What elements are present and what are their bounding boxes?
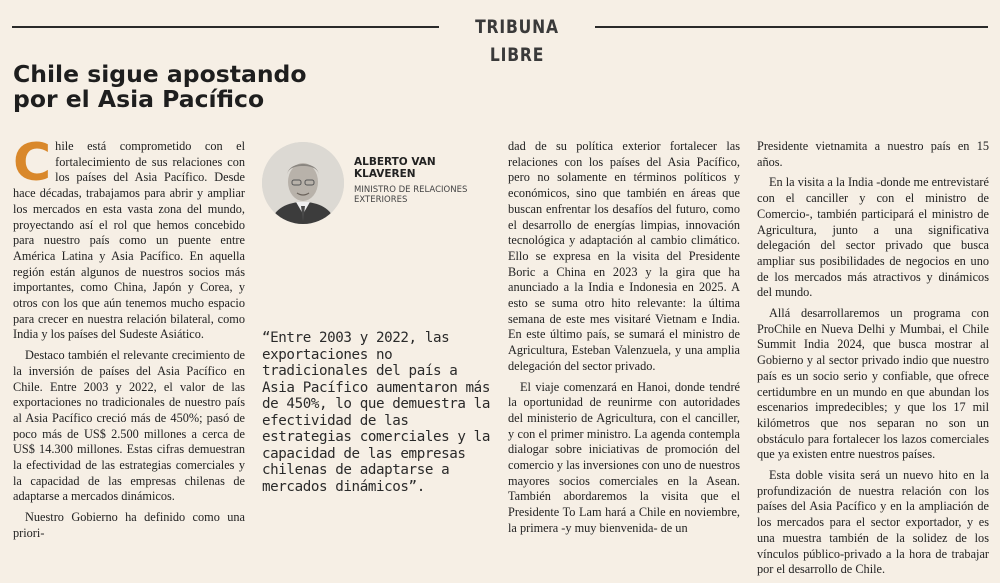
pull-quote: “Entre 2003 y 2022, las exportaciones no tradicionales del país a Asia Pacífico aumentaron más de 450%, lo que demuestra la efectividad de las estrategias comerciales y la capacidad de las empresas chilenas de adaptarse a mercados dinámicos”. bbox=[262, 330, 490, 495]
paragraph: dad de su política exterior fortalecer las relaciones con los países del Asia Pacífico, pero no solamente en términos políticos y económicos, sino que también en áreas que buscan enfrentar los desafíos del futuro, como el desarrollo de energías limpias, innovación tecnológica y adaptación al cambio climático. Ello se expresa en la visita del Presidente Boric a China en 2023 y la gira que ha anunciado a la India e Indonesia en 2025. A esto se suma otro hito relevante: la última semana de este mes visitaré Vietnam e India. En este último país, se sumará el ministro de Agricultura, Esteban Valenzuela, y una amplia delegación del sector privado. bbox=[508, 139, 740, 373]
paragraph bbox=[13, 133, 245, 343]
drop-cap: C bbox=[13, 133, 52, 193]
article-column-1 bbox=[13, 133, 245, 547]
author-role: MINISTRO DE RELACIONES EXTERIORES bbox=[354, 185, 468, 205]
author-name: ALBERTO VAN KLAVEREN bbox=[354, 156, 436, 180]
article-column-4 bbox=[757, 139, 989, 583]
section-rule-right bbox=[595, 26, 988, 28]
article-headline: Chile sigue apostando por el Asia Pacífico bbox=[13, 60, 307, 113]
author-portrait bbox=[262, 142, 344, 224]
paragraph: Nuestro Gobierno ha definido como una priori- bbox=[13, 510, 245, 540]
author-byline bbox=[354, 156, 494, 205]
author-photo-icon bbox=[262, 142, 344, 224]
section-label: TRIBUNA LIBRE bbox=[475, 16, 559, 66]
paragraph: Presidente vietnamita a nuestro país en 15 años. bbox=[757, 139, 989, 169]
section-header bbox=[12, 13, 988, 66]
article-column-3 bbox=[508, 139, 740, 542]
paragraph: Esta doble visita será un nuevo hito en la profundización de nuestra relación con los países del Asia Pacífico y en la ampliación de los mercados para el sector exportador, y es una muestra también de la solidez de los vínculos público-privado a la hora de trabajar por el desarrollo de Chile. bbox=[757, 468, 989, 577]
paragraph: Destaco también el relevante crecimiento de la inversión de países del Asia Pacífico en Chile. Entre 2003 y 2022, el valor de las exportaciones no tradicionales de nuestro país al Asia Pacífico creció más de 450%; pasó de poco más de US$ 2.500 millones a cerca de US$ 14.300 millones. Estas cifras demuestran la efectividad de las estrategias comerciales y la capacidad de las empresas chilenas de adaptarse a mercados dinámicos. bbox=[13, 348, 245, 504]
paragraph: El viaje comenzará en Hanoi, donde tendré la oportunidad de reunirme con autoridades del ministerio de Agricultura, con el canciller, y con el primer ministro. La agenda contempla dialogar sobre iniciativas de promoción del comercio y las inversiones con uno de nuestros mayores socios comerciales en la Asean. También abordaremos la visita que el Presidente To Lam hará a Chile en noviembre, la primera -y muy bienvenida- de un bbox=[508, 379, 740, 535]
paragraph-text: hile está comprometido con el fortalecimiento de sus relaciones con los países del Asia Pacífico. Desde hace décadas, trabajamos para abrir y ampliar los mercados en esta vasta zona del mundo, proyectando así el rol que hemos concebido para nuestro país como un puente entre América Latina y Asia Pacífico. En aquella región están algunos de nuestros socios más importantes, como China, Japón y Corea, y otros con los que aún tenemos mucho espacio para crecer en nuestra relación bilateral, como India y los países del Sudeste Asiático. bbox=[13, 139, 245, 342]
paragraph: En la visita a la India -donde me entrevistaré con el canciller y con el ministro de Comercio-, también participará el ministro de Agricultura, junto a una significativa delegación del sector privado que busca ampliar sus posibilidades de negocios en uno de los mercados más atractivos y dinámicos del mundo. bbox=[757, 175, 989, 300]
paragraph: Allá desarrollaremos un programa con ProChile en Nueva Delhi y Mumbai, el Chile Summit India 2024, que busca mostrar al Gobierno y al sector privado indio que nuestro país es un socio serio y confiable, que ofrece certidumbre en un mundo en que abundan los escenarios impredecibles; y que los 17 mil kilómetros que nos separan no son un obstáculo para fortalecer los lazos comerciales que ya existen entre nuestros países. bbox=[757, 306, 989, 462]
section-rule-left bbox=[12, 26, 439, 28]
